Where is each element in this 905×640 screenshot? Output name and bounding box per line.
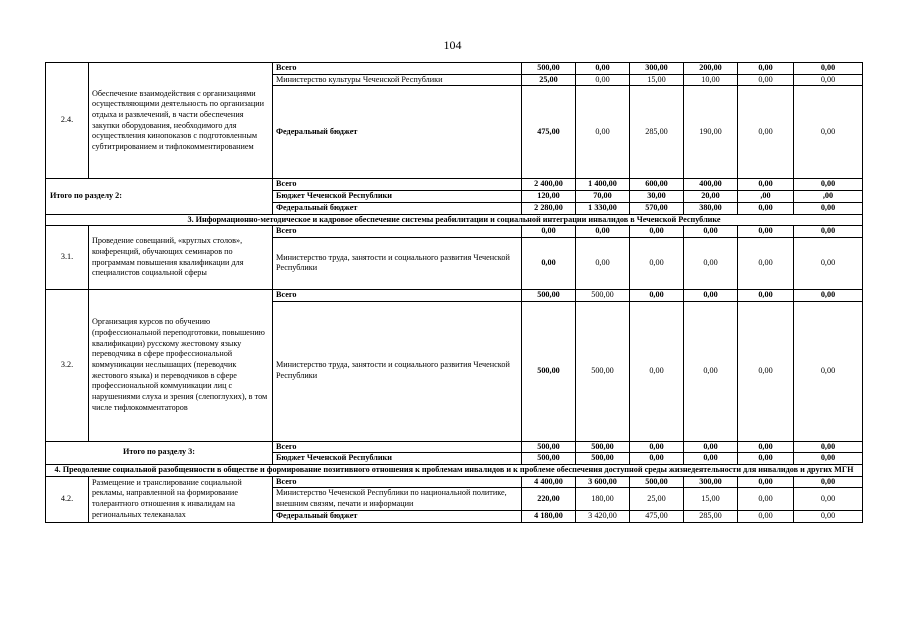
value-cell: 0,00: [794, 510, 863, 522]
source-cell: Всего: [273, 226, 522, 238]
value-cell: 500,00: [522, 63, 576, 75]
value-cell: 0,00: [738, 441, 794, 453]
value-cell: 0,00: [738, 476, 794, 488]
value-cell: 0,00: [794, 476, 863, 488]
value-cell: 0,00: [794, 289, 863, 301]
source-cell: Федеральный бюджет: [273, 202, 522, 214]
source-cell: Министерство труда, занятости и социального развития Чеченской Республики: [273, 237, 522, 289]
value-cell: 70,00: [576, 191, 630, 203]
value-cell: 10,00: [684, 74, 738, 86]
source-cell: Министерство Чеченской Республики по национальной политике, внешним связям, печати и информации: [273, 488, 522, 510]
value-cell: 0,00: [794, 301, 863, 441]
value-cell: 2 280,00: [522, 202, 576, 214]
value-cell: 1 330,00: [576, 202, 630, 214]
value-cell: 190,00: [684, 86, 738, 179]
value-cell: 500,00: [522, 441, 576, 453]
value-cell: 4 400,00: [522, 476, 576, 488]
value-cell: 220,00: [522, 488, 576, 510]
value-cell: 0,00: [684, 237, 738, 289]
source-cell: Бюджет Чеченской Республики: [273, 191, 522, 203]
value-cell: 0,00: [630, 289, 684, 301]
value-cell: 0,00: [684, 289, 738, 301]
value-cell: 0,00: [576, 226, 630, 238]
value-cell: 25,00: [630, 488, 684, 510]
source-cell: Министерство труда, занятости и социального развития Чеченской Республики: [273, 301, 522, 441]
value-cell: ,00: [794, 191, 863, 203]
value-cell: 30,00: [630, 191, 684, 203]
value-cell: 2 400,00: [522, 179, 576, 191]
value-cell: 500,00: [576, 441, 630, 453]
row-description: Размещение и транслирование социальной рекламы, направленной на формирование толерантного отношения к инвалидам на региональных телеканалах: [89, 476, 273, 522]
value-cell: 285,00: [684, 510, 738, 522]
source-cell: Министерство культуры Чеченской Республики: [273, 74, 522, 86]
row-number: 3.2.: [46, 289, 89, 441]
value-cell: 120,00: [522, 191, 576, 203]
value-cell: 0,00: [738, 289, 794, 301]
value-cell: 1 400,00: [576, 179, 630, 191]
value-cell: 200,00: [684, 63, 738, 75]
value-cell: 0,00: [684, 453, 738, 465]
value-cell: 0,00: [738, 202, 794, 214]
value-cell: 380,00: [684, 202, 738, 214]
value-cell: 0,00: [738, 488, 794, 510]
value-cell: 0,00: [738, 63, 794, 75]
source-cell: Всего: [273, 179, 522, 191]
value-cell: 0,00: [522, 226, 576, 238]
value-cell: 500,00: [522, 301, 576, 441]
value-cell: 0,00: [794, 226, 863, 238]
table-row: [46, 226, 863, 238]
value-cell: 300,00: [684, 476, 738, 488]
value-cell: 0,00: [738, 74, 794, 86]
value-cell: 570,00: [630, 202, 684, 214]
table-row: [46, 476, 863, 488]
source-cell: Всего: [273, 441, 522, 453]
value-cell: 285,00: [630, 86, 684, 179]
value-cell: 0,00: [794, 86, 863, 179]
value-cell: 0,00: [794, 237, 863, 289]
value-cell: 500,00: [576, 289, 630, 301]
value-cell: 0,00: [738, 179, 794, 191]
value-cell: ,00: [738, 191, 794, 203]
value-cell: 300,00: [630, 63, 684, 75]
page-number: 104: [443, 38, 462, 52]
row-description: Проведение совещаний, «круглых столов», конференций, обучающих семинаров по программам повышения квалификации для специалистов социальной сферы: [89, 226, 273, 290]
value-cell: 3 420,00: [576, 510, 630, 522]
value-cell: 0,00: [794, 63, 863, 75]
value-cell: 500,00: [576, 301, 630, 441]
value-cell: 15,00: [630, 74, 684, 86]
row-description: Организация курсов по обучению (профессиональной переподготовки, повышению квалификации) русскому жестовому языку переводчика в сфере профессиональной коммуникации неслышащих (переводчик жестового языка) и переводчиков в сфере профессиональной коммуникации лиц с нарушениями слуха и зрения (слепоглухих), в том числе тифлокомментаторов: [89, 289, 273, 441]
section-total-label: Итого по разделу 2:: [46, 179, 273, 214]
value-cell: 0,00: [576, 74, 630, 86]
source-cell: Всего: [273, 476, 522, 488]
value-cell: 0,00: [738, 453, 794, 465]
value-cell: 0,00: [576, 63, 630, 75]
value-cell: 0,00: [738, 86, 794, 179]
section-heading: 4. Преодоление социальной разобщенности в обществе и формирование позитивного отношения к проблемам инвалидов и к проблеме обеспечения доступной среды жизнедеятельности для инвалидов и других МГН: [46, 465, 863, 477]
value-cell: 500,00: [630, 476, 684, 488]
row-number: 4.2.: [46, 476, 89, 522]
value-cell: 500,00: [522, 289, 576, 301]
value-cell: 3 600,00: [576, 476, 630, 488]
table-row: [46, 465, 863, 477]
value-cell: 500,00: [576, 453, 630, 465]
source-cell: Бюджет Чеченской Республики: [273, 453, 522, 465]
table-row: [46, 441, 863, 453]
value-cell: 25,00: [522, 74, 576, 86]
value-cell: 475,00: [522, 86, 576, 179]
value-cell: 0,00: [576, 86, 630, 179]
value-cell: 500,00: [522, 453, 576, 465]
value-cell: 0,00: [630, 301, 684, 441]
table-row: [46, 63, 863, 75]
value-cell: 0,00: [738, 237, 794, 289]
value-cell: 20,00: [684, 191, 738, 203]
value-cell: 0,00: [630, 226, 684, 238]
section-heading: 3. Информационно-методическое и кадровое обеспечение системы реабилитации и социальной интеграции инвалидов в Чеченской Республике: [46, 214, 863, 226]
value-cell: 0,00: [576, 237, 630, 289]
value-cell: 0,00: [630, 453, 684, 465]
value-cell: 600,00: [630, 179, 684, 191]
value-cell: 0,00: [684, 301, 738, 441]
table-row: [46, 214, 863, 226]
row-number: 2.4.: [46, 63, 89, 179]
table-row: [46, 289, 863, 301]
value-cell: 15,00: [684, 488, 738, 510]
table-row: [46, 179, 863, 191]
value-cell: 400,00: [684, 179, 738, 191]
row-description: Обеспечение взаимодействия с организациями осуществляющими деятельность по организации отдыха и развлечений, в части обеспечения закупки оборудования, необходимого для осуществления кинопоказов с подготовленным субтитрированием и тифлокомментированием: [89, 63, 273, 179]
value-cell: 0,00: [794, 202, 863, 214]
value-cell: 0,00: [794, 488, 863, 510]
source-cell: Всего: [273, 289, 522, 301]
budget-table: [45, 62, 863, 523]
row-number: 3.1.: [46, 226, 89, 290]
value-cell: 180,00: [576, 488, 630, 510]
value-cell: 475,00: [630, 510, 684, 522]
source-cell: Федеральный бюджет: [273, 86, 522, 179]
value-cell: 0,00: [794, 74, 863, 86]
section-total-label: Итого по разделу 3:: [46, 441, 273, 464]
value-cell: 0,00: [630, 237, 684, 289]
value-cell: 0,00: [794, 453, 863, 465]
value-cell: 0,00: [738, 510, 794, 522]
value-cell: 0,00: [522, 237, 576, 289]
value-cell: 0,00: [630, 441, 684, 453]
value-cell: 4 180,00: [522, 510, 576, 522]
source-cell: Всего: [273, 63, 522, 75]
value-cell: 0,00: [684, 441, 738, 453]
value-cell: 0,00: [684, 226, 738, 238]
value-cell: 0,00: [738, 301, 794, 441]
source-cell: Федеральный бюджет: [273, 510, 522, 522]
value-cell: 0,00: [794, 179, 863, 191]
value-cell: 0,00: [794, 441, 863, 453]
value-cell: 0,00: [738, 226, 794, 238]
